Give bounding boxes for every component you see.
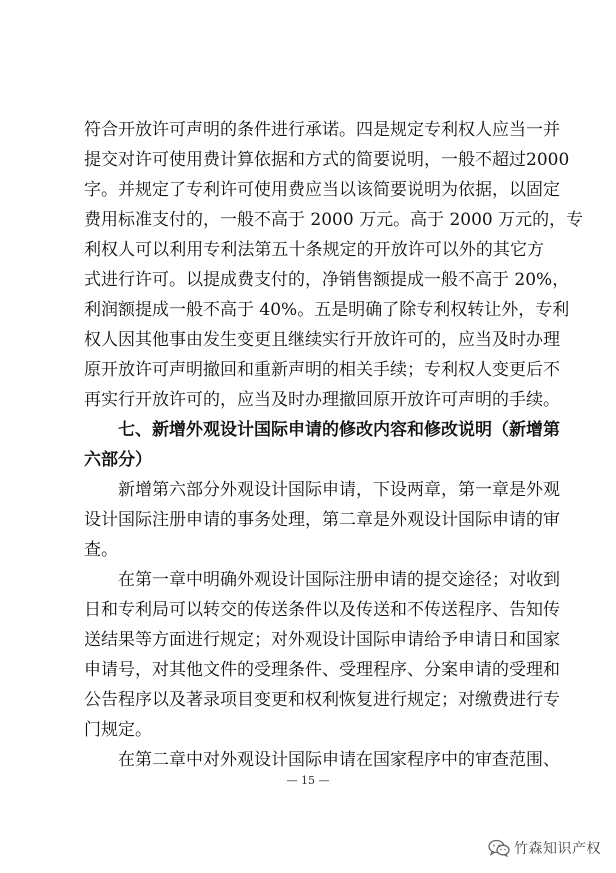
body-line: 查。 (84, 540, 118, 560)
body-line: 设计国际注册申请的事务处理，第二章是外观设计国际申请的审 (84, 510, 560, 530)
body-line: 日和专利局可以转交的传送条件以及传送和不传送程序、告知传 (84, 600, 560, 620)
body-line: 原开放许可声明撤回和重新声明的相关手续；专利权人变更后不 (84, 360, 560, 380)
body-line: 提交对许可使用费计算依据和方式的简要说明，一般不超过2000 (84, 150, 570, 170)
body-line: 费用标准支付的，一般不高于 2000 万元。高于 2000 万元的，专 (84, 210, 584, 230)
section-heading: 七、新增外观设计国际申请的修改内容和修改说明（新增第 (118, 420, 560, 440)
watermark (488, 837, 601, 859)
body-line: 送结果等方面进行规定；对外观设计国际申请给予申请日和国家 (84, 630, 560, 650)
wechat-icon (488, 839, 510, 857)
body-line: 新增第六部分外观设计国际申请，下设两章，第一章是外观 (118, 480, 560, 500)
body-line: 权人因其他事由发生变更且继续实行开放许可的，应当及时办理 (84, 330, 560, 350)
body-line: 门规定。 (84, 720, 152, 740)
body-line: 利润额提成一般不高于 40%。五是明确了除专利权转让外，专利 (84, 300, 570, 320)
body-line: 再实行开放许可的，应当及时办理撤回原开放许可声明的手续。 (84, 390, 560, 410)
body-line: 式进行许可。以提成费支付的，净销售额提成一般不高于 20%， (84, 270, 570, 290)
body-line: 公告程序以及著录项目变更和权利恢复进行规定；对缴费进行专 (84, 690, 560, 710)
body-line: 在第一章中明确外观设计国际注册申请的提交途径；对收到 (118, 570, 560, 590)
body-line: 在第二章中对外观设计国际申请在国家程序中的审查范围、 (118, 750, 560, 770)
body-line: 字。并规定了专利许可使用费应当以该简要说明为依据，以固定 (84, 180, 560, 200)
watermark-text: 竹森知识产权 (514, 841, 601, 857)
page-number: — 15 — (286, 774, 330, 787)
section-heading: 六部分） (84, 450, 152, 470)
body-line: 利权人可以利用专利法第五十条规定的开放许可以外的其它方 (84, 240, 544, 260)
body-line: 符合开放许可声明的条件进行承诺。四是规定专利权人应当一并 (84, 120, 560, 140)
body-line: 申请号，对其他文件的受理条件、受理程序、分案申请的受理和 (84, 660, 560, 680)
